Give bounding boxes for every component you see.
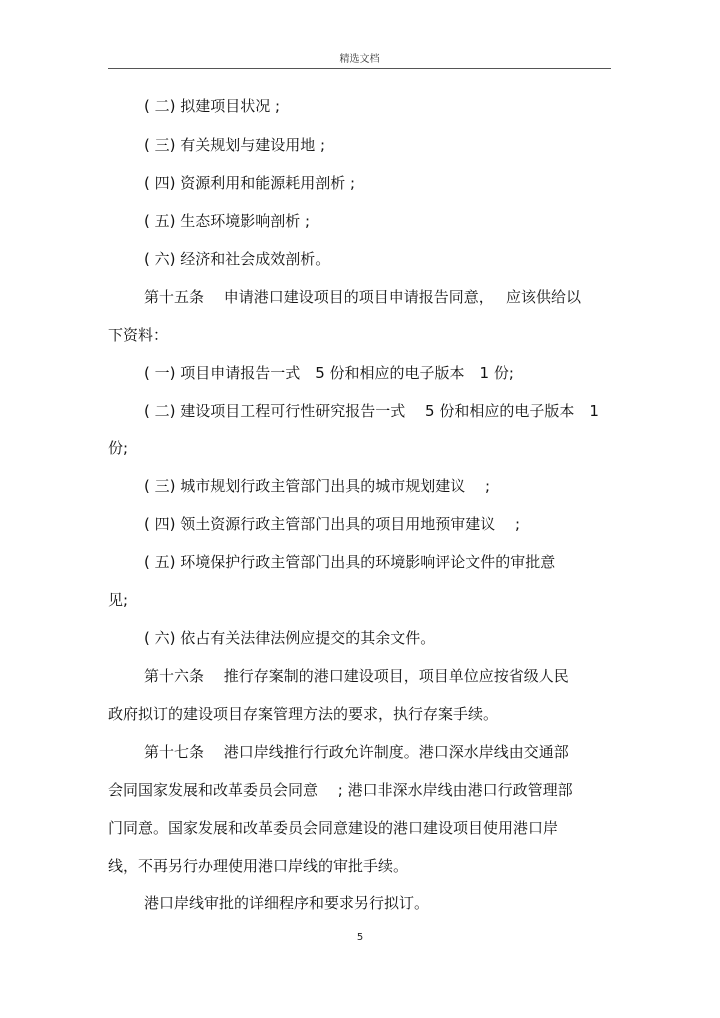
text-line: 会同国家发展和改革委员会同意 ; 港口非深水岸线由港口行政管理部: [108, 781, 573, 799]
text-line: 线，不再另行办理使用港口岸线的审批手续。: [108, 857, 409, 875]
text-line: 港口岸线审批的详细程序和要求另行拟订。: [144, 894, 430, 912]
text-line: 第十五条 申请港口建设项目的项目申请报告同意， 应该供给以: [144, 288, 582, 306]
text-line: ( 二) 拟建项目状况 ;: [144, 97, 281, 115]
text-line: 份;: [108, 439, 129, 457]
text-line: 第十七条 港口岸线推行行政允许制度。港口深水岸线由交通部: [144, 743, 569, 761]
text-line: 门同意。国家发展和改革委员会同意建设的港口建设项目使用港口岸: [108, 819, 559, 837]
header-divider: [108, 68, 611, 69]
text-line: ( 四) 领土资源行政主管部门出具的项目用地预审建议 ;: [144, 515, 521, 533]
text-line: 见;: [108, 591, 129, 609]
text-line: 第十六条 推行存案制的港口建设项目，项目单位应按省级人民: [144, 667, 569, 685]
text-line: ( 五) 环境保护行政主管部门出具的环境影响评论文件的审批意: [144, 553, 556, 571]
text-line: ( 六) 经济和社会成效剖析。: [144, 250, 331, 268]
text-line: ( 六) 依占有关法律法例应提交的其余文件。: [144, 629, 436, 647]
text-line: ( 五) 生态环境影响剖析 ;: [144, 212, 311, 230]
text-line: ( 三) 有关规划与建设用地 ;: [144, 136, 326, 154]
text-line: ( 三) 城市规划行政主管部门出具的城市规划建议 ;: [144, 477, 491, 495]
page-number: 5: [356, 932, 364, 943]
text-line: ( 四) 资源利用和能源耗用剖析 ;: [144, 174, 356, 192]
text-line: ( 一) 项目申请报告一式 5 份和相应的电子版本 1 份;: [144, 364, 514, 382]
text-line: 政府拟订的建设项目存案管理方法的要求，执行存案手续。: [108, 705, 499, 723]
text-line: ( 二) 建设项目工程可行性研究报告一式 5 份和相应的电子版本 1: [144, 402, 599, 420]
text-line: 下资料：: [108, 326, 169, 344]
page-header: 精选文档: [339, 54, 380, 65]
